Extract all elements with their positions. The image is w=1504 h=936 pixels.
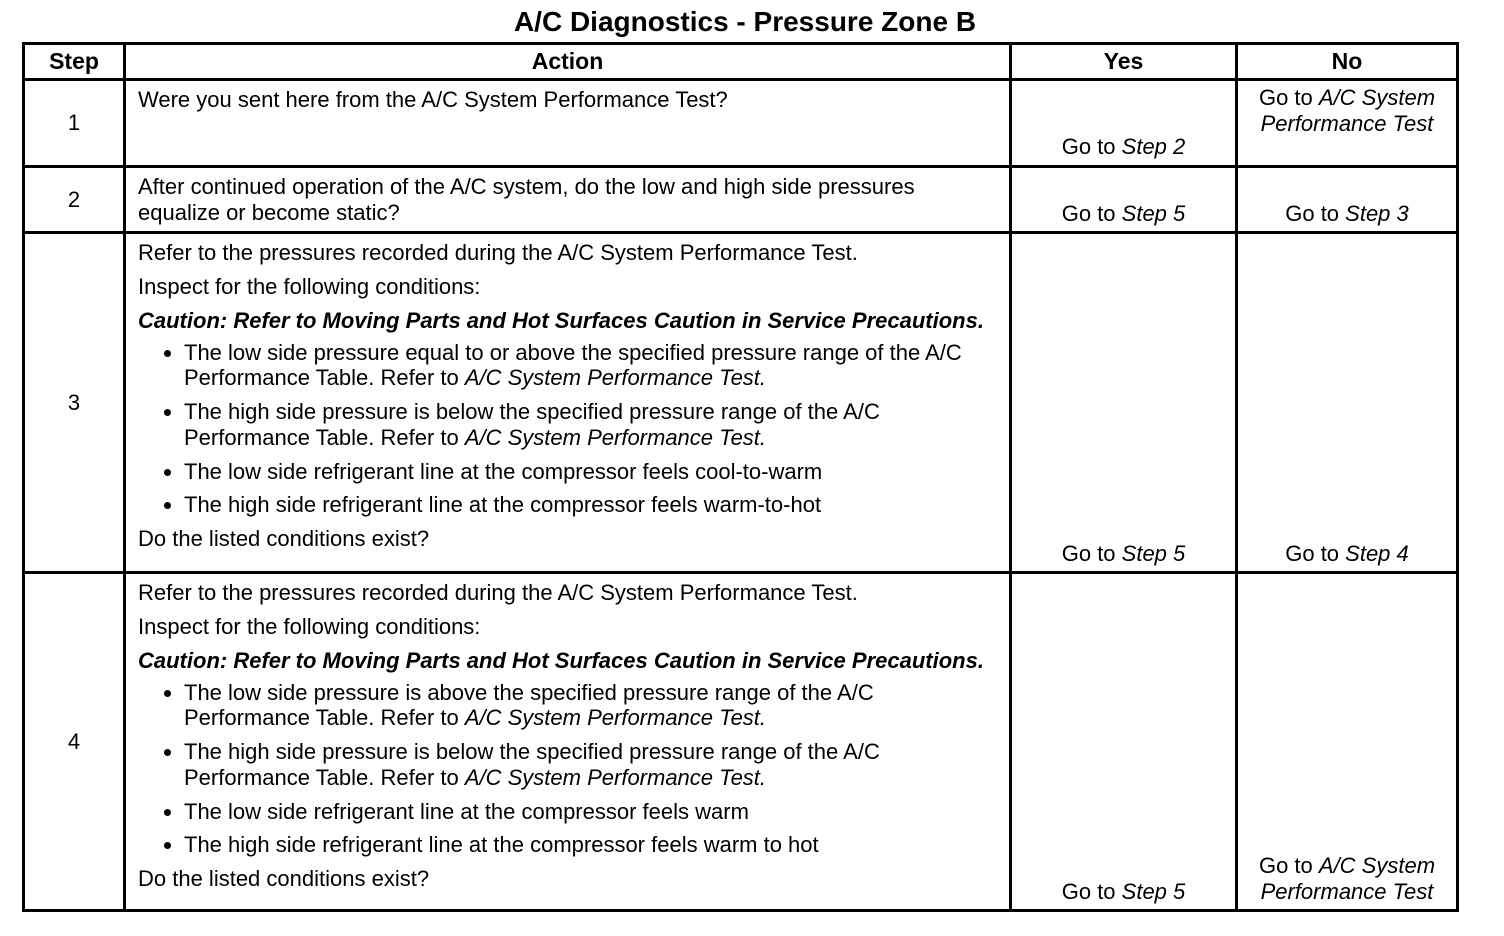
no-cell (1237, 80, 1458, 167)
condition-text: The low side refrigerant line at the compressor feels cool-to-warm (184, 458, 823, 484)
no-target-link[interactable]: A/C System Performance Test (1260, 853, 1436, 904)
inspect-text: Inspect for the following conditions: (138, 274, 481, 300)
yes-target-link[interactable]: Step 2 (1121, 134, 1186, 160)
header-action: Action (125, 44, 1011, 80)
condition-text: The high side refrigerant line at the compressor feels warm to hot (184, 832, 819, 858)
question-text: Were you sent here from the A/C System Performance Test? (138, 87, 728, 112)
condition-text: The high side pressure is below the specified pressure range of the A/C Performance Table. Refer to (184, 399, 880, 450)
no-prefix: Go to (1285, 200, 1346, 226)
header-step: Step (24, 44, 125, 80)
yes-target-link[interactable]: Step 5 (1121, 878, 1186, 904)
caution-text: Caution: Refer to Moving Parts and Hot Surfaces Caution in Service Precautions. (138, 647, 984, 673)
yes-cell (1011, 167, 1237, 233)
condition-ref: A/C System Performance Test. (464, 705, 767, 731)
question-text: After continued operation of the A/C system, do the low and high side pressures equalize or become static? (138, 174, 915, 225)
question-text: Do the listed conditions exist? (138, 526, 430, 552)
question-text: Do the listed conditions exist? (138, 866, 430, 892)
condition-ref: A/C System Performance Test. (464, 424, 767, 450)
condition-text: The high side pressure is below the specified pressure range of the A/C Performance Table. Refer to (184, 739, 880, 790)
yes-cell (1011, 573, 1237, 911)
list-item (184, 459, 999, 485)
yes-prefix: Go to (1061, 540, 1122, 566)
no-cell (1237, 573, 1458, 911)
action-cell (125, 233, 1011, 573)
intro-text: Refer to the pressures recorded during the A/C System Performance Test. (138, 580, 858, 606)
table-row-step-3 (24, 233, 1458, 573)
diagnostic-table (22, 42, 1459, 912)
no-prefix: Go to (1258, 85, 1319, 110)
condition-text: The low side pressure equal to or above the specified pressure range of the A/C Performance Table. Refer to (184, 339, 962, 391)
list-item (184, 492, 999, 518)
step-number: 4 (24, 573, 125, 911)
table-row-step-4 (24, 573, 1458, 911)
yes-cell (1011, 80, 1237, 167)
list-item (184, 739, 999, 790)
no-target-link[interactable]: Step 3 (1345, 200, 1409, 226)
yes-target-link[interactable]: Step 5 (1121, 540, 1186, 566)
yes-prefix: Go to (1061, 200, 1122, 226)
list-item (184, 399, 999, 450)
no-cell (1237, 233, 1458, 573)
yes-prefix: Go to (1061, 878, 1122, 904)
page-title: A/C Diagnostics - Pressure Zone B (513, 6, 977, 37)
table-row-step-1 (24, 80, 1458, 167)
yes-prefix: Go to (1061, 134, 1122, 160)
no-prefix: Go to (1258, 853, 1319, 878)
no-target-link[interactable]: A/C System Performance Test (1260, 85, 1436, 136)
step-number: 3 (24, 233, 125, 573)
condition-list (138, 340, 999, 518)
no-target-link[interactable]: Step 4 (1345, 540, 1409, 566)
list-item (184, 680, 999, 731)
table-row-step-2 (24, 167, 1458, 233)
condition-text: The low side pressure is above the specified pressure range of the A/C Performance Table. Refer to (184, 679, 874, 731)
list-item (184, 799, 999, 825)
condition-text: The low side refrigerant line at the compressor feels warm (184, 798, 749, 824)
header-yes: Yes (1011, 44, 1237, 80)
action-cell (125, 167, 1011, 233)
condition-ref: A/C System Performance Test. (464, 365, 767, 391)
header-no: No (1237, 44, 1458, 80)
intro-text: Refer to the pressures recorded during the A/C System Performance Test. (138, 240, 858, 266)
step-number: 2 (24, 167, 125, 233)
no-cell (1237, 167, 1458, 233)
yes-target-link[interactable]: Step 5 (1121, 200, 1186, 226)
list-item (184, 340, 999, 391)
action-cell (125, 80, 1011, 167)
list-item (184, 832, 999, 858)
header-row (24, 44, 1458, 80)
step-number: 1 (24, 80, 125, 167)
yes-cell (1011, 233, 1237, 573)
caution-text: Caution: Refer to Moving Parts and Hot Surfaces Caution in Service Precautions. (138, 307, 984, 333)
no-prefix: Go to (1285, 540, 1346, 566)
condition-text: The high side refrigerant line at the compressor feels warm-to-hot (184, 492, 822, 518)
inspect-text: Inspect for the following conditions: (138, 614, 481, 640)
action-cell (125, 573, 1011, 911)
condition-list (138, 680, 999, 858)
condition-ref: A/C System Performance Test. (464, 764, 767, 790)
